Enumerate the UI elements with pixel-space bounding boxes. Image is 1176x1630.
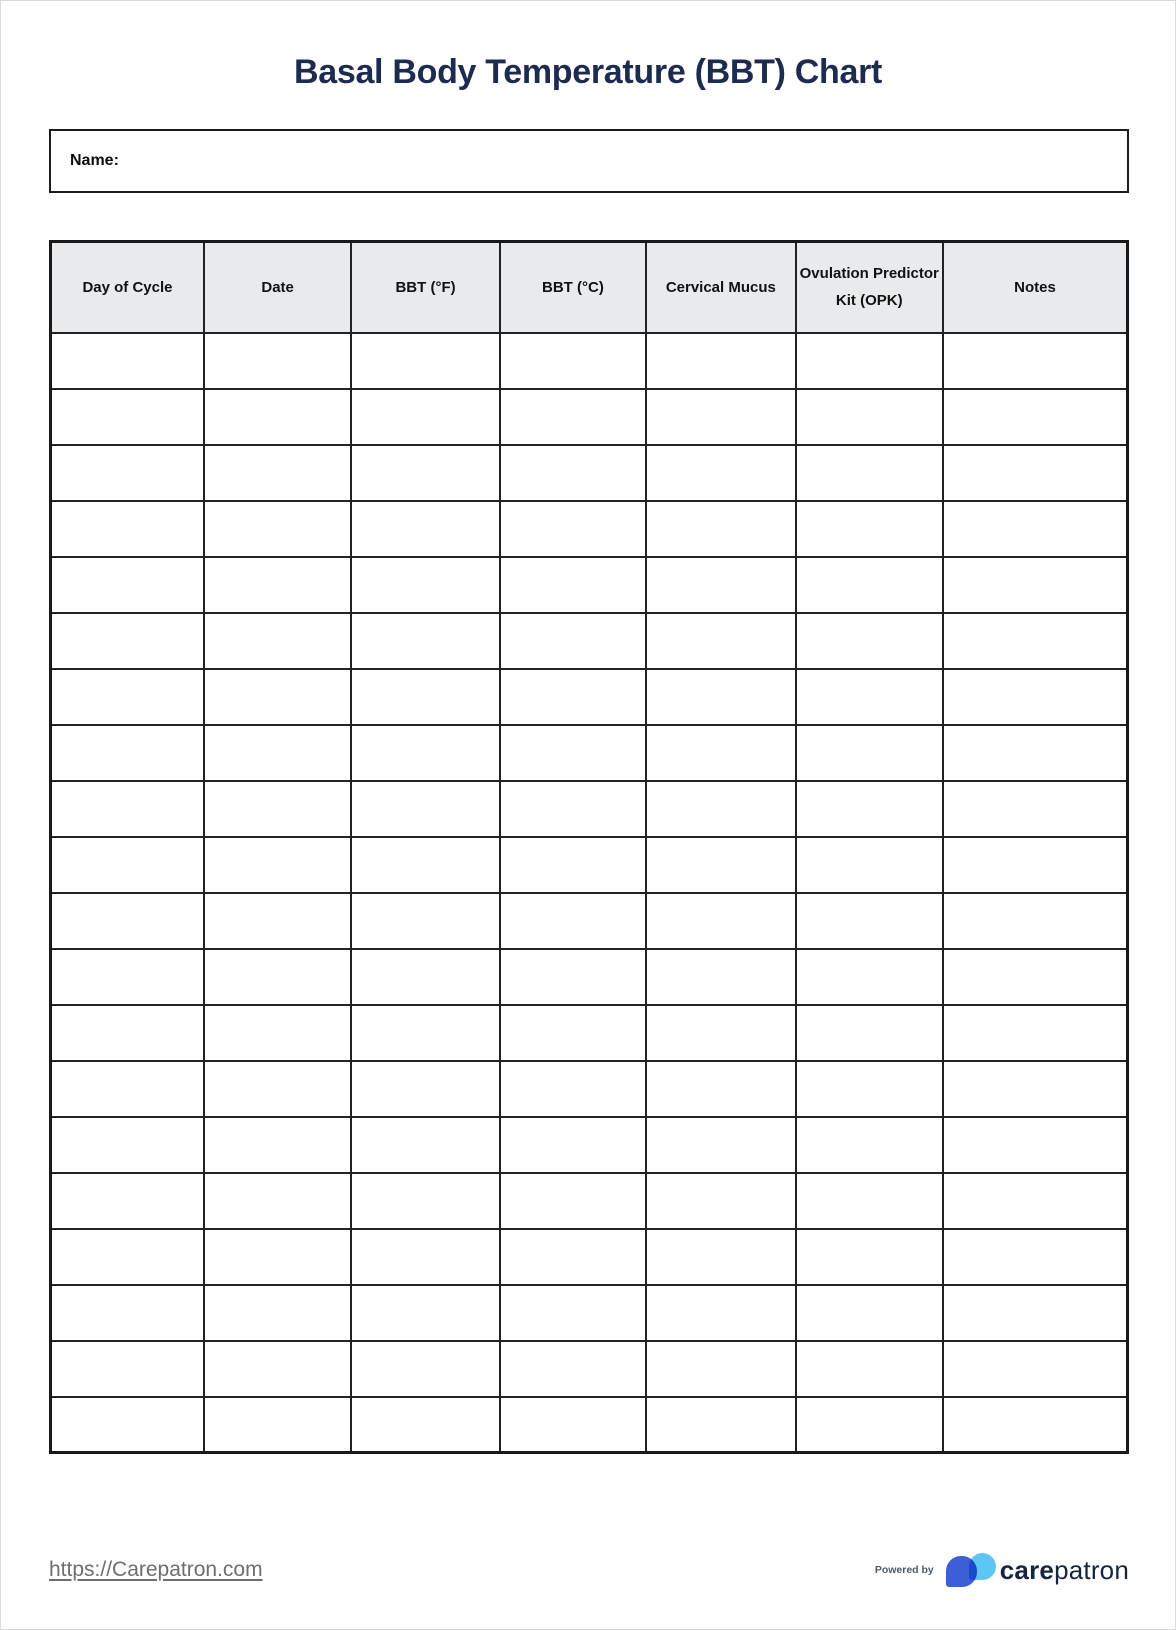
cell-cervical-mucus[interactable] bbox=[646, 669, 795, 725]
cell-notes[interactable] bbox=[943, 893, 1128, 949]
cell-day-of-cycle[interactable] bbox=[51, 333, 204, 389]
cell-opk[interactable] bbox=[796, 1061, 943, 1117]
cell-opk[interactable] bbox=[796, 1285, 943, 1341]
bbt-table-body bbox=[51, 333, 1128, 1453]
cell-day-of-cycle[interactable] bbox=[51, 1061, 204, 1117]
cell-date[interactable] bbox=[204, 1005, 351, 1061]
cell-day-of-cycle[interactable] bbox=[51, 1397, 204, 1453]
cell-opk[interactable] bbox=[796, 1117, 943, 1173]
cell-bbt-f[interactable] bbox=[351, 725, 499, 781]
cell-date[interactable] bbox=[204, 613, 351, 669]
carepatron-link[interactable]: https://Carepatron.com bbox=[49, 1558, 263, 1581]
column-header-bbt-f: BBT (°F) bbox=[351, 242, 499, 333]
cell-notes[interactable] bbox=[943, 837, 1128, 893]
cell-bbt-c[interactable] bbox=[500, 501, 646, 557]
name-value[interactable] bbox=[127, 131, 1127, 191]
cell-opk[interactable] bbox=[796, 837, 943, 893]
cell-bbt-f[interactable] bbox=[351, 1229, 499, 1285]
cell-opk[interactable] bbox=[796, 1397, 943, 1453]
cell-bbt-f[interactable] bbox=[351, 389, 499, 445]
table-row bbox=[51, 781, 1128, 837]
cell-bbt-c[interactable] bbox=[500, 949, 646, 1005]
cell-bbt-c[interactable] bbox=[500, 1397, 646, 1453]
cell-opk[interactable] bbox=[796, 1173, 943, 1229]
cell-cervical-mucus[interactable] bbox=[646, 1285, 795, 1341]
cell-bbt-c[interactable] bbox=[500, 1061, 646, 1117]
cell-cervical-mucus[interactable] bbox=[646, 557, 795, 613]
cell-notes[interactable] bbox=[943, 1229, 1128, 1285]
cell-day-of-cycle[interactable] bbox=[51, 725, 204, 781]
cell-notes[interactable] bbox=[943, 1005, 1128, 1061]
table-row bbox=[51, 445, 1128, 501]
cell-cervical-mucus[interactable] bbox=[646, 1397, 795, 1453]
cell-cervical-mucus[interactable] bbox=[646, 1173, 795, 1229]
table-row bbox=[51, 1341, 1128, 1397]
cell-opk[interactable] bbox=[796, 725, 943, 781]
cell-day-of-cycle[interactable] bbox=[51, 781, 204, 837]
carepatron-logo-icon bbox=[946, 1553, 996, 1587]
cell-date[interactable] bbox=[204, 893, 351, 949]
cell-day-of-cycle[interactable] bbox=[51, 669, 204, 725]
cell-date[interactable] bbox=[204, 949, 351, 1005]
table-row bbox=[51, 1229, 1128, 1285]
cell-bbt-c[interactable] bbox=[500, 781, 646, 837]
cell-cervical-mucus[interactable] bbox=[646, 949, 795, 1005]
wordmark-care: care bbox=[999, 1554, 1055, 1585]
column-header-opk: Ovulation Predictor Kit (OPK) bbox=[796, 242, 943, 333]
cell-bbt-c[interactable] bbox=[500, 1341, 646, 1397]
cell-opk[interactable] bbox=[796, 1341, 943, 1397]
cell-notes[interactable] bbox=[943, 613, 1128, 669]
cell-opk[interactable] bbox=[796, 949, 943, 1005]
cell-date[interactable] bbox=[204, 1173, 351, 1229]
cell-notes[interactable] bbox=[943, 1397, 1128, 1453]
cell-day-of-cycle[interactable] bbox=[51, 1173, 204, 1229]
cell-notes[interactable] bbox=[943, 1285, 1128, 1341]
cell-notes[interactable] bbox=[943, 1173, 1128, 1229]
cell-date[interactable] bbox=[204, 501, 351, 557]
cell-date[interactable] bbox=[204, 781, 351, 837]
table-row bbox=[51, 1285, 1128, 1341]
cell-bbt-f[interactable] bbox=[351, 333, 499, 389]
cell-bbt-c[interactable] bbox=[500, 1005, 646, 1061]
carepatron-wordmark bbox=[1000, 1555, 1129, 1586]
cell-bbt-f[interactable] bbox=[351, 1117, 499, 1173]
name-label: Name: bbox=[70, 152, 119, 169]
cell-notes[interactable] bbox=[943, 1341, 1128, 1397]
table-row bbox=[51, 837, 1128, 893]
cell-bbt-f[interactable] bbox=[351, 1341, 499, 1397]
cell-cervical-mucus[interactable] bbox=[646, 389, 795, 445]
cell-cervical-mucus[interactable] bbox=[646, 781, 795, 837]
cell-bbt-c[interactable] bbox=[500, 445, 646, 501]
cell-day-of-cycle[interactable] bbox=[51, 389, 204, 445]
table-row bbox=[51, 949, 1128, 1005]
cell-cervical-mucus[interactable] bbox=[646, 1341, 795, 1397]
cell-cervical-mucus[interactable] bbox=[646, 501, 795, 557]
cell-bbt-f[interactable] bbox=[351, 781, 499, 837]
cell-opk[interactable] bbox=[796, 781, 943, 837]
cell-bbt-c[interactable] bbox=[500, 1285, 646, 1341]
cell-bbt-c[interactable] bbox=[500, 725, 646, 781]
column-header-day-of-cycle: Day of Cycle bbox=[51, 242, 204, 333]
cell-cervical-mucus[interactable] bbox=[646, 445, 795, 501]
column-header-bbt-c: BBT (°C) bbox=[500, 242, 646, 333]
cell-opk[interactable] bbox=[796, 1005, 943, 1061]
cell-bbt-c[interactable] bbox=[500, 837, 646, 893]
cell-opk[interactable] bbox=[796, 1229, 943, 1285]
cell-day-of-cycle[interactable] bbox=[51, 1117, 204, 1173]
cell-date[interactable] bbox=[204, 725, 351, 781]
table-row bbox=[51, 1397, 1128, 1453]
cell-bbt-f[interactable] bbox=[351, 1397, 499, 1453]
cell-notes[interactable] bbox=[943, 1061, 1128, 1117]
cell-opk[interactable] bbox=[796, 613, 943, 669]
cell-bbt-c[interactable] bbox=[500, 1117, 646, 1173]
cell-date[interactable] bbox=[204, 1341, 351, 1397]
cell-date[interactable] bbox=[204, 1117, 351, 1173]
table-row bbox=[51, 669, 1128, 725]
table-row bbox=[51, 1117, 1128, 1173]
cell-date[interactable] bbox=[204, 389, 351, 445]
cell-bbt-c[interactable] bbox=[500, 613, 646, 669]
cell-date[interactable] bbox=[204, 445, 351, 501]
table-row bbox=[51, 389, 1128, 445]
table-row bbox=[51, 1173, 1128, 1229]
cell-bbt-f[interactable] bbox=[351, 445, 499, 501]
cell-cervical-mucus[interactable] bbox=[646, 1229, 795, 1285]
cell-day-of-cycle[interactable] bbox=[51, 949, 204, 1005]
cell-notes[interactable] bbox=[943, 501, 1128, 557]
cell-bbt-f[interactable] bbox=[351, 893, 499, 949]
column-header-date: Date bbox=[204, 242, 351, 333]
cell-notes[interactable] bbox=[943, 669, 1128, 725]
carepatron-branding bbox=[875, 1553, 1129, 1587]
cell-bbt-c[interactable] bbox=[500, 389, 646, 445]
table-row bbox=[51, 501, 1128, 557]
cell-notes[interactable] bbox=[943, 1117, 1128, 1173]
cell-notes[interactable] bbox=[943, 781, 1128, 837]
cell-date[interactable] bbox=[204, 1061, 351, 1117]
name-field[interactable] bbox=[49, 129, 1129, 193]
table-row bbox=[51, 613, 1128, 669]
cell-opk[interactable] bbox=[796, 389, 943, 445]
cell-date[interactable] bbox=[204, 1229, 351, 1285]
cell-day-of-cycle[interactable] bbox=[51, 613, 204, 669]
cell-cervical-mucus[interactable] bbox=[646, 837, 795, 893]
cell-bbt-f[interactable] bbox=[351, 557, 499, 613]
cell-cervical-mucus[interactable] bbox=[646, 1117, 795, 1173]
table-row bbox=[51, 1005, 1128, 1061]
cell-opk[interactable] bbox=[796, 445, 943, 501]
cell-date[interactable] bbox=[204, 1285, 351, 1341]
cell-opk[interactable] bbox=[796, 669, 943, 725]
cell-bbt-c[interactable] bbox=[500, 333, 646, 389]
cell-day-of-cycle[interactable] bbox=[51, 557, 204, 613]
cell-date[interactable] bbox=[204, 557, 351, 613]
header-row bbox=[51, 242, 1128, 333]
cell-opk[interactable] bbox=[796, 557, 943, 613]
cell-day-of-cycle[interactable] bbox=[51, 501, 204, 557]
cell-day-of-cycle[interactable] bbox=[51, 1341, 204, 1397]
cell-cervical-mucus[interactable] bbox=[646, 725, 795, 781]
cell-bbt-f[interactable] bbox=[351, 1005, 499, 1061]
cell-bbt-c[interactable] bbox=[500, 893, 646, 949]
cell-bbt-f[interactable] bbox=[351, 501, 499, 557]
cell-bbt-c[interactable] bbox=[500, 1229, 646, 1285]
cell-bbt-c[interactable] bbox=[500, 1173, 646, 1229]
cell-bbt-c[interactable] bbox=[500, 557, 646, 613]
page-title: Basal Body Temperature (BBT) Chart bbox=[293, 53, 883, 91]
cell-cervical-mucus[interactable] bbox=[646, 1061, 795, 1117]
wordmark-patron: patron bbox=[1054, 1554, 1129, 1585]
cell-bbt-f[interactable] bbox=[351, 1285, 499, 1341]
cell-date[interactable] bbox=[204, 1397, 351, 1453]
cell-day-of-cycle[interactable] bbox=[51, 1005, 204, 1061]
cell-bbt-f[interactable] bbox=[351, 837, 499, 893]
cell-opk[interactable] bbox=[796, 501, 943, 557]
cell-date[interactable] bbox=[204, 669, 351, 725]
table-row bbox=[51, 1061, 1128, 1117]
column-header-notes: Notes bbox=[943, 242, 1128, 333]
cell-notes[interactable] bbox=[943, 949, 1128, 1005]
cell-day-of-cycle[interactable] bbox=[51, 1229, 204, 1285]
cell-notes[interactable] bbox=[943, 557, 1128, 613]
cell-cervical-mucus[interactable] bbox=[646, 893, 795, 949]
cell-day-of-cycle[interactable] bbox=[51, 1285, 204, 1341]
cell-bbt-f[interactable] bbox=[351, 669, 499, 725]
cell-date[interactable] bbox=[204, 333, 351, 389]
cell-bbt-f[interactable] bbox=[351, 1061, 499, 1117]
cell-notes[interactable] bbox=[943, 725, 1128, 781]
cell-cervical-mucus[interactable] bbox=[646, 613, 795, 669]
cell-bbt-c[interactable] bbox=[500, 669, 646, 725]
cell-date[interactable] bbox=[204, 837, 351, 893]
cell-day-of-cycle[interactable] bbox=[51, 893, 204, 949]
powered-by-label: Powered by bbox=[874, 1564, 934, 1576]
cell-day-of-cycle[interactable] bbox=[51, 445, 204, 501]
cell-bbt-f[interactable] bbox=[351, 949, 499, 1005]
cell-bbt-f[interactable] bbox=[351, 1173, 499, 1229]
cell-notes[interactable] bbox=[943, 445, 1128, 501]
cell-notes[interactable] bbox=[943, 389, 1128, 445]
cell-cervical-mucus[interactable] bbox=[646, 1005, 795, 1061]
cell-notes[interactable] bbox=[943, 333, 1128, 389]
table-row bbox=[51, 725, 1128, 781]
column-header-cervical-mucus: Cervical Mucus bbox=[646, 242, 795, 333]
cell-cervical-mucus[interactable] bbox=[646, 333, 795, 389]
cell-bbt-f[interactable] bbox=[351, 613, 499, 669]
cell-day-of-cycle[interactable] bbox=[51, 837, 204, 893]
footer bbox=[49, 1546, 1129, 1594]
table-row bbox=[51, 893, 1128, 949]
logo-light-bubble-icon bbox=[969, 1553, 996, 1580]
table-row bbox=[51, 557, 1128, 613]
cell-opk[interactable] bbox=[796, 333, 943, 389]
cell-opk[interactable] bbox=[796, 893, 943, 949]
bbt-table bbox=[49, 240, 1129, 1454]
table-row bbox=[51, 333, 1128, 389]
